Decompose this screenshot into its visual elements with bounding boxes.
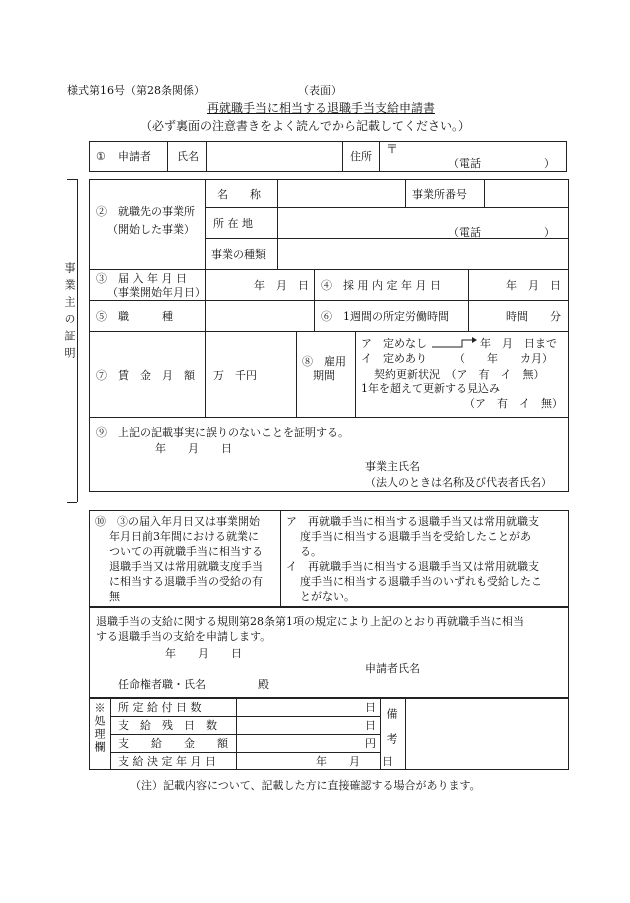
row7-label: ⑦ 賃 金 月 額 (96, 369, 195, 382)
row4-label: ④ 採 用 内 定 年 月 日 (321, 279, 441, 292)
renewal-status: 契約更新状況 （ア 有 イ 無） (374, 368, 545, 381)
applicant-num: ① (96, 150, 106, 163)
applicant-phone-close: ） (544, 157, 555, 170)
cert-date: 年 月 日 (155, 442, 232, 455)
business-type-label: 事業の種類 (211, 248, 266, 261)
section10-option-a (286, 514, 539, 559)
employer-phone-close: ） (544, 226, 555, 239)
row3-date: 年 月 日 (254, 279, 309, 292)
office-no-label: 事業所番号 (412, 188, 467, 201)
term-opt-i-months: （ 年 カ月） (454, 352, 553, 365)
section10-option-a-line: ア 再就職手当に相当する退職手当又は常用就職支 (286, 515, 539, 528)
cert-statement: ⑨ 上記の記載事実に誤りのないことを証明する。 (96, 426, 349, 439)
renewal-beyond-choice: （ア 有 イ 無） (464, 397, 563, 410)
proc-row-label: 支 給 金 額 (118, 737, 228, 750)
term-opt-i: イ 定めあり (361, 352, 427, 365)
section10-question-line: 年月日前3年間における就業に (109, 530, 259, 543)
footer-note: （注）記載内容について、記載した方に直接確認する場合があります。 (130, 779, 481, 792)
form-number: 様式第16号（第28条関係） (67, 84, 205, 97)
honorific: 殿 (258, 678, 269, 691)
form-title: 再就職手当に相当する退職手当支給申請書 (207, 101, 436, 115)
proc-row-label: 支 給 決 定 年 月 日 (118, 755, 216, 768)
employer-name-label-9: 事業主氏名 (365, 460, 420, 473)
remarks-label: 備考 (385, 708, 398, 758)
section10-option-i-line: 度手当に相当する退職手当のいずれも受給したこ (300, 575, 542, 588)
applicant-label: 申請者 (118, 150, 151, 163)
section10-question-line: に相当する退職手当の受給の有 (109, 575, 263, 588)
application-line1: 退職手当の支給に関する規則第28条第1項の規定により上記のとおり再就職手当に相当 (96, 615, 524, 628)
section10-option-a-line: 度手当に相当する退職手当を受給したことがあ (300, 530, 531, 543)
section10-option-i (286, 559, 542, 604)
section10-question-line: ついての再就職手当に相当する (109, 545, 263, 558)
term-opt-a: ア 定めなし (361, 337, 427, 350)
section10-question-line: ⑩ ③の届入年月日又は事業開始 (95, 515, 260, 528)
section10-option-i-line: とがない。 (300, 590, 355, 603)
employer-cert-side-label: 事業主の証明 (63, 262, 76, 364)
row5-label: ⑤ 職 種 (96, 310, 173, 323)
section10-question-line: 無 (109, 590, 120, 603)
postal-mark: 〒 (386, 142, 399, 156)
application-line2: する退職手当の支給を申請します。 (96, 630, 272, 643)
proc-row-unit: 年 月 日 (316, 755, 393, 768)
row6-hours: 時間 分 (506, 310, 561, 323)
applicant-phone-label: （電話 (448, 157, 481, 170)
row4-date: 年 月 日 (506, 279, 561, 292)
section10-option-a-line: る。 (300, 545, 322, 558)
row3-sublabel: （事業開始年月日） (107, 286, 206, 299)
proc-row-unit: 日 (365, 701, 376, 714)
term-opt-a-until: 年 月 日まで (480, 337, 557, 350)
section10-question-line: 退職手当又は常用就職支度手当 (109, 560, 263, 573)
row3-label: ③ 届 入 年 月 日 (96, 272, 187, 285)
proc-row-unit: 円 (365, 737, 376, 750)
employer-name-label: 名 称 (217, 188, 261, 201)
processing-side-label: ※処理欄 (93, 702, 106, 754)
application-date: 年 月 日 (165, 647, 242, 660)
proc-row-label: 支 給 残 日 数 (118, 719, 217, 732)
employer-name-note: （法人のときは名称及び代表者氏名） (365, 476, 552, 489)
section10-question (95, 514, 263, 604)
name-label: 氏名 (177, 150, 199, 163)
authority-label: 任命権者職・氏名 (118, 678, 206, 691)
employer-label: ② 就職先の事業所 (96, 205, 195, 218)
form-note: （必ず裏面の注意書きをよく読んでから記載してください。） (140, 119, 471, 133)
section10-option-i-line: イ 再就職手当に相当する退職手当又は常用就職支 (286, 560, 539, 573)
row8-label-a: ⑧ 雇用 (302, 355, 346, 368)
row8-label-b: 期間 (313, 369, 335, 382)
location-label: 所 在 地 (213, 217, 253, 230)
proc-row-label: 所 定 給 付 日 数 (118, 701, 202, 714)
applicant-name-label: 申請者氏名 (365, 662, 420, 675)
renewal-beyond-year: 1年を超えて更新する見込み (361, 382, 500, 395)
form-side: （表面） (298, 84, 342, 97)
row7-amount: 万 千円 (213, 369, 257, 382)
address-label: 住所 (350, 150, 372, 163)
applicant-name-field[interactable] (207, 147, 341, 169)
employer-sublabel: （開始した事業） (107, 223, 195, 236)
employer-phone-label: （電話 (448, 226, 481, 239)
row6-label: ⑥ 1週間の所定労働時間 (321, 310, 449, 323)
proc-row-unit: 日 (365, 719, 376, 732)
